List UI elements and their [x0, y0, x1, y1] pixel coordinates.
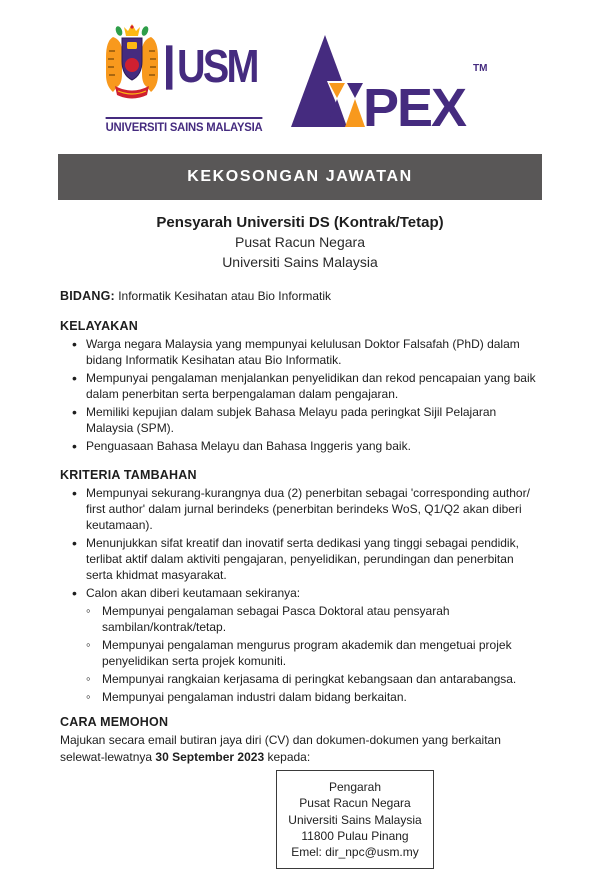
kelayakan-list — [60, 336, 540, 454]
address-line: 11800 Pulau Pinang — [301, 828, 409, 843]
bidang-label: BIDANG: — [60, 289, 115, 303]
usm-logo — [103, 23, 265, 134]
title-block — [0, 212, 600, 272]
address-line: Pusat Racun Negara — [299, 796, 411, 811]
bidang-value: Informatik Kesihatan atau Bio Informatik — [118, 289, 331, 303]
apex-wordmark: PEX — [362, 78, 465, 138]
address-email: Emel: dir_npc@usm.my — [291, 845, 419, 860]
kriteria-list — [60, 485, 540, 601]
usm-caption: UNIVERSITI SAINS MALAYSIA — [106, 117, 263, 134]
body-content — [0, 288, 600, 869]
usm-wordmark: USM — [166, 45, 257, 89]
cara-deadline: 30 September 2023 — [155, 749, 265, 764]
list-item: • Mempunyai sekurang-kurangnya dua (2) penerbitan sebagai 'corresponding author/ first author' dalam jurnal berindeks (penerbitan berindeks WoS, Q1/Q2 akan diberi keutamaan). — [72, 485, 540, 533]
position-university: Universiti Sains Malaysia — [222, 253, 378, 270]
sub-list-item: ◦ Mempunyai pengalaman industri dalam bidang berkaitan. — [86, 689, 540, 705]
list-item: • Penguasaan Bahasa Melayu dan Bahasa Inggeris yang baik. — [72, 438, 540, 454]
apex-logo — [289, 35, 497, 138]
list-item: • Memiliki kepujian dalam subjek Bahasa Melayu pada peringkat Sijil Pelajaran Malaysia (SPM). — [72, 404, 540, 436]
cara-text-before: Majukan secara email butiran jaya diri (CV) dan dokumen-dokumen yang berkaitan selewat-lewatnya — [60, 733, 501, 764]
address-line: Universiti Sains Malaysia — [288, 812, 422, 827]
address-line: Pengarah — [328, 780, 382, 794]
banner-title: KEKOSONGAN JAWATAN — [187, 168, 413, 185]
list-item: • Menunjukkan sifat kreatif dan inovatif serta dedikasi yang tinggi sebagai pendidik, terlibat aktif dalam aktiviti pengajaran, penyelidikan, perundingan dan penerbitan serta khidmat masyarakat. — [72, 535, 540, 583]
header-logos — [0, 0, 600, 138]
address-box — [276, 770, 434, 869]
list-item: • Calon akan diberi keutamaan sekiranya: — [72, 585, 540, 601]
list-item: • Mempunyai pengalaman menjalankan penyelidikan dan rekod pencapaian yang baik dalam penerbitan serta berpengalaman dalam pengajaran. — [72, 370, 540, 402]
list-item: • Warga negara Malaysia yang mempunyai kelulusan Doktor Falsafah (PhD) dalam bidang Informatik Kesihatan atau Bio Informatik. — [72, 336, 540, 368]
banner — [58, 154, 542, 200]
usm-crest-icon — [103, 23, 161, 112]
kriteria-sublist — [60, 603, 540, 705]
usm-logo-top — [103, 23, 265, 112]
sub-list-item: ◦ Mempunyai pengalaman sebagai Pasca Doktoral atau pensyarah sambilan/kontrak/tetap. — [86, 603, 540, 635]
cara-text-after: kepada: — [267, 749, 311, 764]
bidang-line — [60, 288, 540, 305]
position-department: Pusat Racun Negara — [235, 234, 365, 250]
sub-list-item: ◦ Mempunyai rangkaian kerjasama di peringkat kebangsaan dan antarabangsa. — [86, 671, 540, 687]
position-title: Pensyarah Universiti DS (Kontrak/Tetap) — [156, 214, 444, 231]
kriteria-heading: KRITERIA TAMBAHAN — [60, 468, 197, 482]
cara-heading: CARA MEMOHON — [60, 715, 169, 729]
apex-trademark: TM — [472, 63, 488, 74]
kelayakan-heading: KELAYAKAN — [60, 319, 138, 333]
cara-instructions — [60, 732, 540, 765]
sub-list-item: ◦ Mempunyai pengalaman mengurus program akademik dan mengetuai projek penyelidikan serta projek komuniti. — [86, 637, 540, 669]
